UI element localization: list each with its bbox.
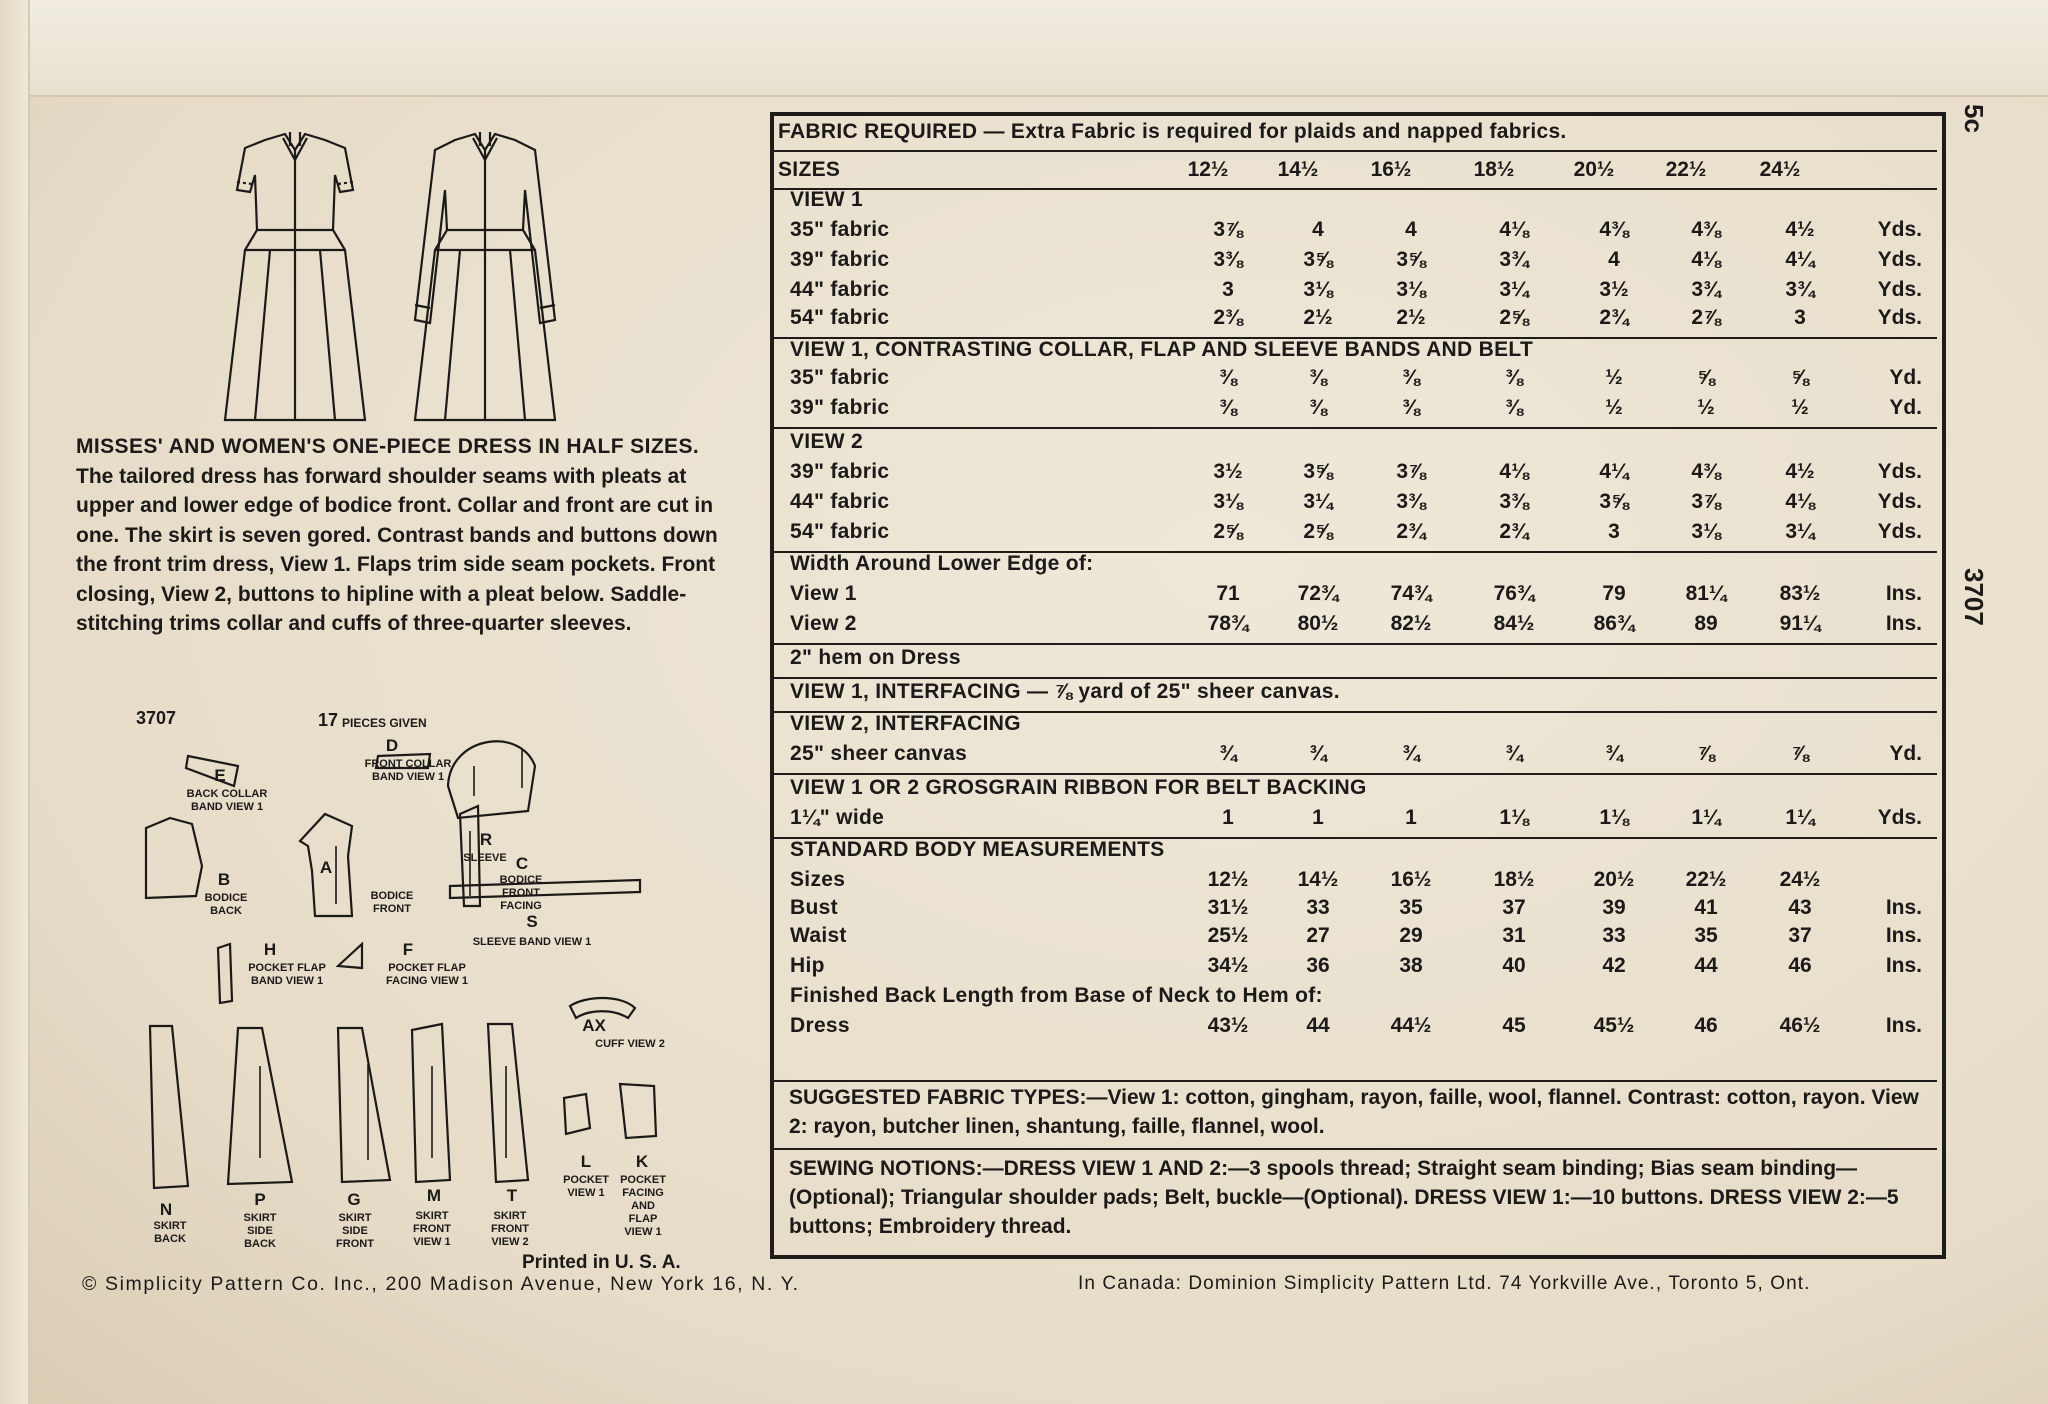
row-value-cell: ⅜ <box>1309 366 1327 389</box>
row-label: 1¼" wide <box>790 806 885 829</box>
piece-d-desc: FRONT COLLAR BAND VIEW 1 <box>364 758 452 783</box>
piece-e-letter: E <box>214 766 226 785</box>
row-value-cell: 34½ <box>1207 954 1249 977</box>
piece-m-shape <box>412 1024 450 1182</box>
row-label: VIEW 1 <box>790 188 863 211</box>
row-unit: Yds. <box>1877 460 1922 483</box>
row-label: Width Around Lower Edge of: <box>790 552 1094 575</box>
row-value-cell: 3⅛ <box>1691 520 1721 543</box>
row-label: VIEW 1, CONTRASTING COLLAR, FLAP AND SLEEVE BANDS AND BELT <box>790 338 1534 361</box>
dress-illustrations <box>195 120 565 430</box>
row-value-cell: 1 <box>1405 806 1417 829</box>
row-value-cell: 1⅛ <box>1599 806 1629 829</box>
row-value-cell: 37 <box>1788 924 1812 947</box>
rule <box>773 677 1937 679</box>
table-row <box>778 490 1932 518</box>
row-value-cell: 39 <box>1602 896 1626 919</box>
row-unit: Yds. <box>1877 306 1922 329</box>
row-value-cell: 46 <box>1788 954 1812 977</box>
row-value-cell: 4¼ <box>1785 248 1815 271</box>
table-row <box>778 366 1932 394</box>
row-label: 35" fabric <box>790 366 890 389</box>
row-value-cell: 24½ <box>1779 868 1821 891</box>
pattern-pieces-diagram <box>130 706 690 1266</box>
table-row <box>778 338 1932 366</box>
row-value-cell: 43 <box>1788 896 1812 919</box>
row-value-cell: ½ <box>1605 366 1623 389</box>
table-row <box>778 278 1932 306</box>
piece-c-desc: BODICE FRONT FACING <box>499 874 543 912</box>
row-value-cell: 4¼ <box>1599 460 1629 483</box>
table-row <box>778 248 1932 276</box>
row-value-cell: 2¾ <box>1396 520 1426 543</box>
row-value-cell: 3 <box>1794 306 1806 329</box>
row-unit: Ins. <box>1885 924 1922 947</box>
row-label: VIEW 2 <box>790 430 863 453</box>
row-value-cell: 82½ <box>1390 612 1432 635</box>
piece-b-letter: B <box>217 870 231 889</box>
row-label: 54" fabric <box>790 520 890 543</box>
row-unit: Ins. <box>1885 582 1922 605</box>
piece-k-letter: K <box>635 1152 649 1171</box>
piece-k-shape <box>620 1084 656 1138</box>
row-value-cell: ½ <box>1605 396 1623 419</box>
table-row <box>778 646 1932 674</box>
pieces-count: 17 <box>318 710 339 730</box>
row-value-cell: ⅞ <box>1791 742 1809 765</box>
row-value-cell: 3⅝ <box>1303 248 1333 271</box>
footer-publisher: © Simplicity Pattern Co. Inc., 200 Madison Avenue, New York 16, N. Y. <box>82 1273 800 1295</box>
piece-g-shape <box>338 1028 390 1182</box>
row-unit: Ins. <box>1885 954 1922 977</box>
rule <box>773 1080 1937 1082</box>
table-row <box>778 776 1932 804</box>
row-value-cell: 22½ <box>1685 868 1727 891</box>
rule <box>773 643 1937 645</box>
piece-t-shape <box>488 1024 528 1182</box>
row-unit: Yd. <box>1889 366 1922 389</box>
row-value-cell: 3⅞ <box>1213 218 1243 241</box>
piece-e-desc: BACK COLLAR BAND VIEW 1 <box>186 788 268 813</box>
table-row <box>778 868 1932 896</box>
row-value-cell: 37 <box>1502 896 1526 919</box>
sewing-notions <box>789 1154 1934 1241</box>
piece-h-desc: POCKET FLAP BAND VIEW 1 <box>248 962 326 987</box>
footer-canada: In Canada: Dominion Simplicity Pattern Ltd. 74 Yorkville Ave., Toronto 5, Ont. <box>1078 1273 1811 1294</box>
row-value-cell: 2½ <box>1396 306 1426 329</box>
row-value-cell: 45½ <box>1593 1014 1635 1037</box>
piece-p-letter: P <box>254 1190 266 1209</box>
table-row <box>778 552 1932 580</box>
table-row <box>778 896 1932 924</box>
row-value-cell: 3¼ <box>1303 490 1333 513</box>
piece-c-letter: C <box>515 854 529 873</box>
row-value-cell: ⅜ <box>1219 366 1237 389</box>
description-lead: MISSES' AND WOMEN'S ONE-PIECE DRESS IN HALF SIZES. <box>76 435 700 458</box>
row-value-cell: 83½ <box>1779 582 1821 605</box>
table-row <box>778 838 1932 866</box>
row-value-cell: 4½ <box>1785 460 1815 483</box>
envelope-edge <box>0 0 30 1404</box>
row-value-cell: 40 <box>1502 954 1526 977</box>
row-value-cell: 2⅝ <box>1213 520 1243 543</box>
row-value-cell: ⅜ <box>1505 396 1523 419</box>
row-label: 44" fabric <box>790 278 890 301</box>
table-row <box>778 520 1932 548</box>
row-value-cell: 1¼ <box>1785 806 1815 829</box>
piece-ax-letter: AX <box>582 1016 606 1035</box>
row-value-cell: 36 <box>1306 954 1330 977</box>
row-value-cell: 43½ <box>1207 1014 1249 1037</box>
table-title <box>778 120 1932 148</box>
row-value-cell: 74¾ <box>1390 582 1432 605</box>
row-value-cell: 33 <box>1306 896 1330 919</box>
row-value-cell: 4⅛ <box>1785 490 1815 513</box>
row-label: 44" fabric <box>790 490 890 513</box>
row-value-cell: 4⅜ <box>1599 218 1629 241</box>
row-value-cell: ⅜ <box>1402 396 1420 419</box>
row-value-cell: 38 <box>1399 954 1423 977</box>
row-value-cell: ⅜ <box>1309 396 1327 419</box>
row-value-cell: 3¾ <box>1499 248 1529 271</box>
row-value-cell: 3⅝ <box>1396 248 1426 271</box>
row-label: 39" fabric <box>790 396 890 419</box>
table-row <box>778 460 1932 488</box>
row-value-cell: 3⅛ <box>1303 278 1333 301</box>
row-value-cell: ⅜ <box>1219 396 1237 419</box>
pattern-number: 3707 <box>136 708 177 728</box>
piece-g-letter: G <box>347 1190 361 1209</box>
row-unit: Ins. <box>1885 896 1922 919</box>
row-value-cell: 25½ <box>1207 924 1249 947</box>
row-value-cell: 41 <box>1694 896 1718 919</box>
table-row <box>778 742 1932 770</box>
piece-m-desc: SKIRT FRONT VIEW 1 <box>413 1210 451 1248</box>
row-value-cell: 45 <box>1502 1014 1526 1037</box>
row-value-cell: 3 <box>1608 520 1620 543</box>
piece-l-desc: POCKET VIEW 1 <box>563 1174 609 1199</box>
row-value-cell: 4⅜ <box>1691 218 1721 241</box>
row-label: Waist <box>790 924 847 947</box>
row-value-cell: 81¼ <box>1685 582 1727 605</box>
row-value-cell: 3 <box>1222 278 1234 301</box>
row-value-cell: 2¾ <box>1599 306 1629 329</box>
row-unit: Yds. <box>1877 278 1922 301</box>
fabric-types-lead: SUGGESTED FABRIC TYPES: <box>789 1086 1087 1109</box>
row-value-cell: 2¾ <box>1499 520 1529 543</box>
row-value-cell: ¾ <box>1505 742 1523 765</box>
table-row <box>778 612 1932 640</box>
piece-a-letter: A <box>319 858 333 877</box>
piece-g-desc: SKIRT SIDE FRONT <box>336 1212 374 1250</box>
row-value-cell: ⅜ <box>1505 366 1523 389</box>
printed-in-usa: Printed in U. S. A. <box>522 1252 681 1273</box>
dress-view-2-figure <box>415 132 555 420</box>
row-value-cell: 12½ <box>1207 868 1249 891</box>
row-value-cell: 2⅝ <box>1499 306 1529 329</box>
row-value-cell: 3⅜ <box>1499 490 1529 513</box>
envelope-fold <box>0 0 2048 97</box>
row-value-cell: 4 <box>1405 218 1417 241</box>
row-value-cell: 16½ <box>1390 868 1432 891</box>
piece-k-desc: POCKET FACING AND FLAP VIEW 1 <box>620 1174 666 1238</box>
row-value-cell: 4½ <box>1785 218 1815 241</box>
row-value-cell: 3⅜ <box>1213 248 1243 271</box>
row-value-cell: 20½ <box>1593 868 1635 891</box>
row-value-cell: 33 <box>1602 924 1626 947</box>
row-value-cell: 46½ <box>1779 1014 1821 1037</box>
row-label: Bust <box>790 896 838 919</box>
piece-f-desc: POCKET FLAP FACING VIEW 1 <box>386 962 468 987</box>
side-pattern-number: 3707 <box>1959 568 1989 626</box>
table-row <box>778 984 1932 1012</box>
row-value-cell: 2⅝ <box>1303 520 1333 543</box>
table-row <box>778 430 1932 458</box>
row-unit: Ins. <box>1885 612 1922 635</box>
size-header-cell: 22½ <box>1665 158 1707 181</box>
size-header-cell: 18½ <box>1473 158 1515 181</box>
row-value-cell: 42 <box>1602 954 1626 977</box>
piece-t-desc: SKIRT FRONT VIEW 2 <box>491 1210 529 1248</box>
row-value-cell: 44½ <box>1390 1014 1432 1037</box>
piece-ax-desc: CUFF VIEW 2 <box>595 1038 665 1050</box>
table-row <box>778 712 1932 740</box>
row-value-cell: ⅞ <box>1697 742 1715 765</box>
piece-h-letter: H <box>263 940 277 959</box>
row-value-cell: 89 <box>1694 612 1718 635</box>
row-value-cell: 3¼ <box>1785 520 1815 543</box>
row-value-cell: 71 <box>1216 582 1240 605</box>
rule <box>773 427 1937 429</box>
row-value-cell: 35 <box>1694 924 1718 947</box>
row-unit: Yds. <box>1877 806 1922 829</box>
price-tag: 5c <box>1959 104 1989 133</box>
row-value-cell: ⅝ <box>1697 366 1715 389</box>
row-value-cell: 46 <box>1694 1014 1718 1037</box>
piece-m-letter: M <box>426 1186 442 1205</box>
row-value-cell: 44 <box>1306 1014 1330 1037</box>
dress-view-1-figure <box>225 132 365 420</box>
rule <box>773 1148 1937 1150</box>
row-value-cell: 3½ <box>1213 460 1243 483</box>
row-value-cell: 3⅜ <box>1396 490 1426 513</box>
row-label: 35" fabric <box>790 218 890 241</box>
row-value-cell: 35 <box>1399 896 1423 919</box>
row-value-cell: 86¾ <box>1593 612 1635 635</box>
row-value-cell: ½ <box>1697 396 1715 419</box>
table-title-text: FABRIC REQUIRED — Extra Fabric is required for plaids and napped fabrics. <box>778 120 1567 143</box>
row-value-cell: 31½ <box>1207 896 1249 919</box>
row-label: Sizes <box>790 868 846 891</box>
row-value-cell: 14½ <box>1297 868 1339 891</box>
piece-ax-shape <box>570 998 635 1018</box>
row-value-cell: 44 <box>1694 954 1718 977</box>
row-value-cell: ½ <box>1791 396 1809 419</box>
dress-description <box>76 432 726 639</box>
rule <box>773 773 1937 775</box>
row-label: VIEW 1, INTERFACING — ⅞ yard of 25" sheer canvas. <box>790 680 1340 703</box>
row-value-cell: ¾ <box>1605 742 1623 765</box>
row-value-cell: ⅜ <box>1402 366 1420 389</box>
row-unit: Ins. <box>1885 1014 1922 1037</box>
size-header-cell: 14½ <box>1277 158 1319 181</box>
row-unit: Yds. <box>1877 490 1922 513</box>
fabric-types <box>789 1083 1934 1141</box>
row-value-cell: 4⅛ <box>1691 248 1721 271</box>
table-row <box>778 396 1932 424</box>
piece-l-letter: L <box>580 1152 592 1171</box>
row-value-cell: 91¼ <box>1779 612 1821 635</box>
piece-s-letter: S <box>526 912 538 931</box>
sewing-notions-text: —DRESS VIEW 1 AND 2:—3 spools thread; Straight seam binding; Bias seam binding—(Optional); Triangular shoulder pads; Belt, buckle—(Optional). DRESS VIEW 1:—10 buttons. DRESS VIEW 2:—5 buttons; Embroidery thread. <box>789 1157 1899 1238</box>
size-header-cell: 20½ <box>1573 158 1615 181</box>
piece-t-letter: T <box>506 1186 518 1205</box>
row-value-cell: 4⅛ <box>1499 460 1529 483</box>
piece-s-desc: SLEEVE BAND VIEW 1 <box>472 936 592 948</box>
row-value-cell: 3⅝ <box>1303 460 1333 483</box>
row-value-cell: 72¾ <box>1297 582 1339 605</box>
piece-l-shape <box>564 1094 590 1134</box>
piece-f-letter: F <box>402 940 414 959</box>
row-label: VIEW 2, INTERFACING <box>790 712 1021 735</box>
table-row <box>778 680 1932 708</box>
row-value-cell: 3¾ <box>1785 278 1815 301</box>
table-row <box>778 306 1932 334</box>
row-unit: Yd. <box>1889 742 1922 765</box>
sizes-header-row <box>778 158 1932 186</box>
row-label: 39" fabric <box>790 248 890 271</box>
row-value-cell: 3⅝ <box>1599 490 1629 513</box>
row-label: View 1 <box>790 582 857 605</box>
row-value-cell: ¾ <box>1219 742 1237 765</box>
piece-r-letter: R <box>479 830 493 849</box>
fabric-types-text: —View 1: cotton, gingham, rayon, faille, wool, flannel. Contrast: cotton, rayon. View 2: rayon, butcher linen, shantung, faille, flannel, wool. <box>789 1086 1919 1138</box>
row-value-cell: 3⅞ <box>1396 460 1426 483</box>
table-row <box>778 582 1932 610</box>
piece-p-desc: SKIRT SIDE BACK <box>243 1212 277 1250</box>
row-label: Dress <box>790 1014 850 1037</box>
row-value-cell: 18½ <box>1493 868 1535 891</box>
piece-n-letter: N <box>159 1200 173 1219</box>
row-value-cell: 3¾ <box>1691 278 1721 301</box>
row-label: VIEW 1 OR 2 GROSGRAIN RIBBON FOR BELT BACKING <box>790 776 1367 799</box>
row-value-cell: 4 <box>1608 248 1620 271</box>
table-row <box>778 954 1932 982</box>
row-unit: Yds. <box>1877 248 1922 271</box>
piece-r-desc: SLEEVE <box>463 852 507 864</box>
row-value-cell: 3½ <box>1599 278 1629 301</box>
row-label: Finished Back Length from Base of Neck to Hem of: <box>790 984 1323 1007</box>
row-value-cell: 2⅞ <box>1691 306 1721 329</box>
row-value-cell: 78¾ <box>1207 612 1249 635</box>
size-header-cell: 12½ <box>1187 158 1229 181</box>
row-value-cell: 3⅛ <box>1396 278 1426 301</box>
rule <box>773 150 1937 152</box>
row-value-cell: ¾ <box>1402 742 1420 765</box>
sewing-notions-lead: SEWING NOTIONS: <box>789 1157 983 1180</box>
piece-h-shape <box>218 944 232 1003</box>
piece-b-desc: BODICE BACK <box>204 892 248 917</box>
row-value-cell: 2⅜ <box>1213 306 1243 329</box>
sizes-label: SIZES <box>778 158 841 181</box>
piece-b-shape <box>146 818 202 898</box>
row-value-cell: ⅝ <box>1791 366 1809 389</box>
row-value-cell: 2½ <box>1303 306 1333 329</box>
row-value-cell: 3⅛ <box>1213 490 1243 513</box>
row-unit: Yds. <box>1877 520 1922 543</box>
row-label: 25" sheer canvas <box>790 742 968 765</box>
size-header-cell: 24½ <box>1759 158 1801 181</box>
row-label: View 2 <box>790 612 857 635</box>
row-unit: Yds. <box>1877 218 1922 241</box>
row-value-cell: ¾ <box>1309 742 1327 765</box>
row-value-cell: 1¼ <box>1691 806 1721 829</box>
row-value-cell: 31 <box>1502 924 1526 947</box>
row-label: STANDARD BODY MEASUREMENTS <box>790 838 1165 861</box>
row-value-cell: 1 <box>1312 806 1324 829</box>
piece-a-desc: BODICE FRONT <box>370 890 414 915</box>
row-value-cell: 29 <box>1399 924 1423 947</box>
row-value-cell: 76¾ <box>1493 582 1535 605</box>
row-value-cell: 4 <box>1312 218 1324 241</box>
piece-f-shape <box>338 944 362 968</box>
table-row <box>778 924 1932 952</box>
row-value-cell: 4⅛ <box>1499 218 1529 241</box>
pieces-given-label: PIECES GIVEN <box>342 716 427 730</box>
row-label: 2" hem on Dress <box>790 646 961 669</box>
piece-d-letter: D <box>385 736 399 755</box>
table-row <box>778 1014 1932 1042</box>
row-value-cell: 3¼ <box>1499 278 1529 301</box>
row-unit: Yd. <box>1889 396 1922 419</box>
piece-n-desc: SKIRT BACK <box>153 1220 187 1245</box>
row-value-cell: 84½ <box>1493 612 1535 635</box>
row-value-cell: 1 <box>1222 806 1234 829</box>
row-value-cell: 4⅜ <box>1691 460 1721 483</box>
description-text: The tailored dress has forward shoulder seams with pleats at upper and lower edge of bodice front. Collar and front are cut in one. The skirt is seven gored. Contrast bands and buttons down the front trim dress, View 1. Flaps trim side seam pockets. Front closing, View 2, buttons to hipline with a pleat below. Saddle-stitching trims collar and cuffs of three-quarter sleeves. <box>76 464 718 635</box>
row-value-cell: 1⅛ <box>1499 806 1529 829</box>
piece-n-shape <box>150 1026 188 1188</box>
row-label: Hip <box>790 954 825 977</box>
row-value-cell: 79 <box>1602 582 1626 605</box>
row-value-cell: 27 <box>1306 924 1330 947</box>
size-header-cell: 16½ <box>1370 158 1412 181</box>
table-row <box>778 188 1932 216</box>
table-row <box>778 806 1932 834</box>
table-row <box>778 218 1932 246</box>
row-value-cell: 3⅞ <box>1691 490 1721 513</box>
row-label: 39" fabric <box>790 460 890 483</box>
row-label: 54" fabric <box>790 306 890 329</box>
row-value-cell: 80½ <box>1297 612 1339 635</box>
